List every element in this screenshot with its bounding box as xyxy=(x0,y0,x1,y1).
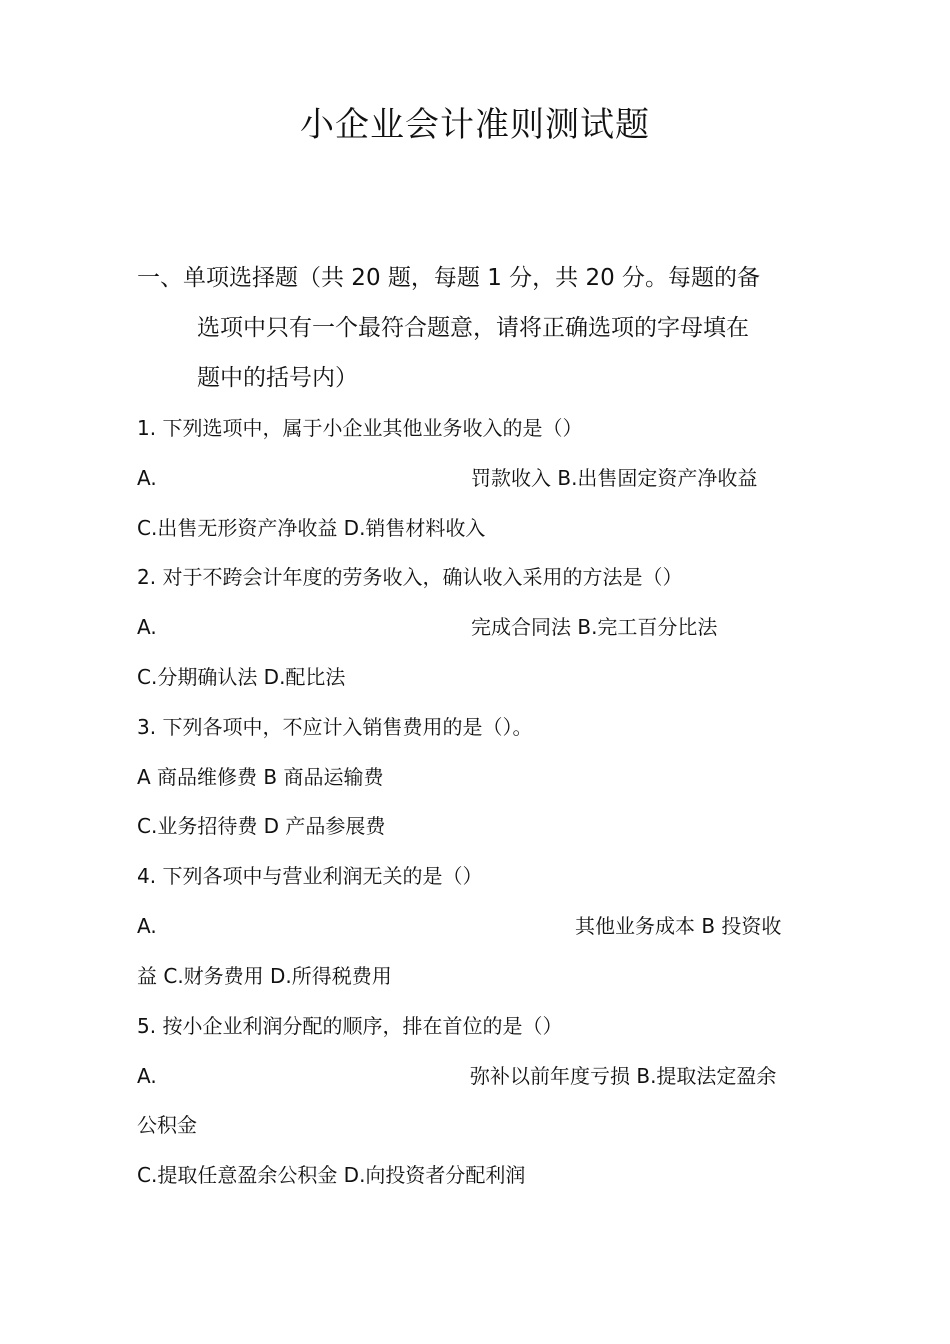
question-3-options-ab: A 商品维修费 B 商品运输费 xyxy=(137,765,384,789)
section-heading-line-1: 一、单项选择题（共 20 题，每题 1 分，共 20 分。每题的备 xyxy=(137,265,761,291)
question-3-stem: 3. 下列各项中，不应计入销售费用的是（）。 xyxy=(137,715,533,739)
question-5-stem: 5. 按小企业利润分配的顺序，排在首位的是（） xyxy=(137,1014,563,1038)
question-1-stem: 1. 下列选项中，属于小企业其他业务收入的是（） xyxy=(137,416,583,440)
question-2-options-cd: C.分期确认法 D.配比法 xyxy=(137,665,346,689)
question-1-options-ab: 罚款收入 B.出售固定资产净收益 xyxy=(471,466,758,490)
document-title: 小企业会计准则测试题 xyxy=(300,105,650,145)
question-1-option-a-label: A. xyxy=(137,466,157,490)
question-4-options-cd: 益 C.财务费用 D.所得税费用 xyxy=(137,964,392,988)
question-2-stem: 2. 对于不跨会计年度的劳务收入，确认收入采用的方法是（） xyxy=(137,565,683,589)
question-2-option-a-label: A. xyxy=(137,615,157,639)
question-3-options-cd: C.业务招待费 D 产品参展费 xyxy=(137,814,386,838)
question-4-options-ab: 其他业务成本 B 投资收 xyxy=(575,914,782,938)
question-5-option-b-continued: 公积金 xyxy=(137,1113,197,1137)
section-heading-line-3: 题中的括号内） xyxy=(197,365,358,391)
question-4-option-a-label: A. xyxy=(137,914,157,938)
question-1-options-cd: C.出售无形资产净收益 D.销售材料收入 xyxy=(137,516,486,540)
question-2-options-ab: 完成合同法 B.完工百分比法 xyxy=(471,615,718,639)
question-4-stem: 4. 下列各项中与营业利润无关的是（） xyxy=(137,864,483,888)
question-5-options-ab: 弥补以前年度亏损 B.提取法定盈余 xyxy=(470,1064,777,1088)
section-heading-line-2: 选项中只有一个最符合题意，请将正确选项的字母填在 xyxy=(197,315,749,341)
question-5-option-a-label: A. xyxy=(137,1064,157,1088)
question-5-options-cd: C.提取任意盈余公积金 D.向投资者分配利润 xyxy=(137,1163,526,1187)
